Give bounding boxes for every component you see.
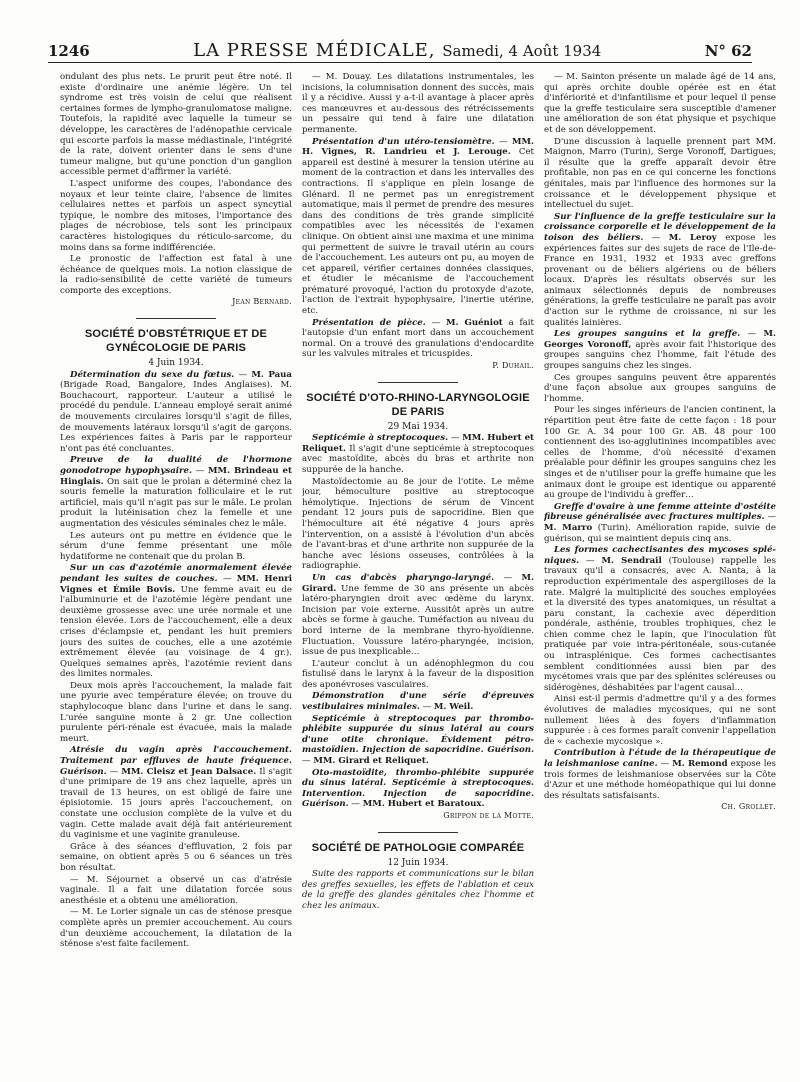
paragraph: ondulant des plus nets. Le prurit peut être noté. Il existe d'ordinaire une anémie légère. Un tel syndrome est très voisin de celui que réalisent certaines formes de lympho-granulomatose maligne. Toutefois, la rapidité avec laquelle la tumeur se développe, les caractères de l'adénopathie cervicale qui escorte parfois la masse médiastinale, l'intégrité de la rate, doivent orienter dans le sens d'une tumeur maligne, but qu'une ponction d'un ganglion accessible permet d'affirmer la variété. (60, 72, 292, 178)
article-author: MM. Hubert et Reliquet. (302, 433, 534, 454)
article-author: M. Weil. (433, 702, 474, 713)
section-heading: SOCIÉTÉ D'OTO-RHINO-LARYNGOLOGIE DE PARIS (306, 391, 530, 418)
divider (378, 832, 458, 833)
article-author: M. Georges Voronoff, (544, 329, 776, 350)
article-author: M. Marro (544, 522, 593, 533)
paragraph: Deux mois après l'accouchement, la malade fait une pyurie avec température élevée; on trouve du staphylocoque blanc dans l'urine et dans le sang. L'urée sanguine monte à 2 gr. Une collection purulente péri-rénale est évacuée, mais la malade meurt. (60, 680, 292, 744)
article-author: M. Remond (672, 759, 728, 769)
article: Septicémie à streptocoques. — MM. Hubert et Reliquet. Il s'agit d'une septicémie à streptocoques avec mastoïdite, abcès du bras et arthrite non suppurée de la hanche. (302, 433, 534, 475)
paragraph: Ainsi est-il permis d'admettre qu'il y a des formes évolutives de maladies mycosiques, qui ne sont nullement liées à des foyers d'inflammation suppurée : à ces formes paraît convenir l'appellation de « cachexie mycosique ». (544, 694, 776, 747)
signature: Ch. Grollet. (721, 802, 776, 812)
paragraph: Ces groupes sanguins peuvent être apparentés d'une façon absolue aux groupes sanguins de l'homme. (544, 372, 776, 404)
article-author: M. Sendrail (601, 555, 662, 566)
section-heading: SOCIÉTÉ D'OBSTÉTRIQUE ET DE GYNÉCOLOGIE DE PARIS (84, 328, 268, 355)
article-author: MM. Brindeau et Hinglais. (60, 466, 292, 487)
article-author: M. Guéniot (445, 317, 503, 328)
article-title: Contribution à l'étude de la thérapeutique de la leishmaniose canine. (544, 748, 776, 769)
signature: Jean Bernard. (232, 297, 292, 307)
page-number: 1246 (48, 42, 90, 60)
article-author: M. Leroy (668, 232, 717, 243)
article-body: après avoir fait l'historique des groupes sanguins chez l'homme, fait l'étude des groupes sanguins chez les singes. (544, 339, 776, 372)
paragraph: L'auteur conclut à un adénophlegmon du cou fistulisé dans le larynx à la faveur de la disposition des aponévroses vasculaires. (302, 658, 534, 690)
article-title: Présentation de pièce. (312, 317, 426, 328)
article-author: MM. Cleisz et Jean Dalsace. (121, 766, 257, 777)
article-title: Oto-mastoïdite, thrombo-phlébite suppurée du sinus latéral. Septicémie à streptocoques. Intervention. Injection de sapocridine. Guérison. (302, 767, 534, 810)
article-body: Une femme avait eu de l'albuminurie et de l'azotémie légère pendant une deuxième grossesse avec une urée normale et une tension élevée. Lors de l'accouchement, elle a deux crises d'éclampsie et, pendant les huit premiers jours des suites de couches, elle a une azotémie extrêmement élevée (au voisinage de 4 gr.). Quelques semaines après, l'azotémie revient dans des limites normales. (60, 584, 292, 680)
article-body: (Brigade Road, Bangalore, Indes Anglaises). M. Bouchacourt, rapporteur. L'auteur a utilisé le procédé du pendule. L'anneau employé serait animé de mouvements circulaires lorsqu'il s'agit de filles, de mouvements latéraux lorsqu'il s'agit de garçons. Les expériences faites à Paris par le rapporteur n'ont pas été concluantes. (60, 380, 292, 454)
article: Septicémie à streptocoques par thrombo-phlébite suppurée du sinus latéral au cours d'une otite chronique. Évidement pétro-mastoïdien. Injection de sapocridine. Guérison. — MM. Girard et Reliquet. (302, 713, 534, 767)
divider (378, 382, 458, 383)
issue-number: N° 62 (704, 42, 752, 60)
paragraph: — M. Le Lorier signale un cas de sténose presque complète après un premier accouchement. Au cours d'un deuxième accouchement, la dilatation de la sténose s'est faite facilement. (60, 907, 292, 950)
article-body: Cet appareil est destiné à mesurer la tension utérine au moment de la contraction et dans les intervalles des contractions. Il s'applique en plein losange de Glénard. Il ne permet pas un enregistrement automatique, mais il permet de prendre des mesures dans des conditions de très grande simplicité compatibles avec les nécessités de l'examen clinique. On obtient ainsi une maxima et une minima qui permettent de suivre le travail utérin au cours de l'accouchement. Les auteurs ont pu, au moyen de cet appareil, vérifier certaines données classiques, et étudier le mécanisme de l'accouchement prématuré provoqué, l'action du protoxyde d'azote, l'action de l'extrait hypophysaire, l'inertie utérine, etc. (302, 147, 534, 317)
article: Présentation d'un utéro-tensiomètre. — MM. H. Vignes, R. Landrieu et J. Lerouge. Cet appareil est destiné à mesurer la tension utérine au moment de la contraction et dans les intervalles des contractions. Il s'applique en plein losange de Glénard. Il ne permet pas un enregistrement automatique, mais il permet de prendre des mesures dans des conditions de très grande simplicité compatibles avec les nécessités de l'examen clinique. On obtient ainsi une maxima et une minima qui permettent de suivre le travail utérin au cours de l'accouchement. Les auteurs ont pu, au moyen de cet appareil, vérifier certaines données classiques, et étudier le mécanisme de l'accouchement prématuré provoqué, l'action du protoxyde d'azote, l'action de l'extrait hypophysaire, l'inertie utérine, etc. (302, 136, 534, 317)
article: Contribution à l'étude de la thérapeutique de la leishmaniose canine. — M. Remond expose les trois formes de leishmaniose observées sur la Côte d'Azur et une méthode homéopathique qui lui donne des résultats satisfaisants. (544, 748, 776, 801)
article: Greffe d'ovaire à une femme atteinte d'ostéite fibreuse généralisée avec fractures multiples. — M. Marro (Turin). Amélioration rapide, suivie de guérison, qui se maintient depuis cinq ans. (544, 501, 776, 544)
article-title: Présentation d'un utéro-tensiomètre. (312, 136, 495, 147)
article-author: MM. Henri Vignes et Émile Bovis. (60, 573, 292, 595)
paragraph: — M. Sainton présente un malade âgé de 14 ans, qui après orchite double opérée est en état d'infériorité et d'infantilisme et pour lequel il pense que la greffe testiculaire sera susceptible d'amener une amélioration de son état physique et psychique et de son développement. (544, 72, 776, 135)
article-title: Greffe d'ovaire à une femme atteinte d'ostéite fibreuse généralisée avec fractures multiples. (544, 501, 776, 523)
article-author: MM. Hubert et Baratoux. (362, 799, 485, 810)
divider (136, 318, 216, 319)
article-body: expose les trois formes de leishmaniose observées sur la Côte d'Azur et une méthode homéopathique qui lui donne des résultats satisfaisants. (544, 759, 776, 801)
article: Oto-mastoïdite, thrombo-phlébite suppurée du sinus latéral. Septicémie à streptocoques. Intervention. Injection de sapocridine. Guérison. — MM. Hubert et Baratoux. (302, 767, 534, 810)
article-author: MM. H. Vignes, R. Landrieu et J. Lerouge. (302, 136, 534, 158)
article-title: Sur un cas d'azotémie anormalement élevée pendant les suites de couches. (60, 563, 292, 584)
paragraph: Les auteurs ont pu mettre en évidence que le sérum d'une femme présentant une môle hydatiforme ne contenait que du prolan B. (60, 530, 292, 562)
signature: Grippon de la Motte. (443, 811, 534, 820)
paragraph: — M. Séjournet a observé un cas d'atrésie vaginale. Il a fait une dilatation forcée sous anesthésie et a obtenu une amélioration. (60, 874, 292, 906)
article: Atrésie du vagin après l'accouchement. Traitement par effluves de haute fréquence. Guérison. — MM. Cleisz et Jean Dalsace. Il s'agit d'une primipare de 19 ans chez laquelle, après un travail de 13 heures, on est obligé de faire une épisiotomie. 15 jours après l'accouchement, on constate une occlusion complète de la vulve et du vagin. Cette malade avait déjà fait antérieurement du vaginisme et une vaginite granuleuse. (60, 745, 292, 841)
article-title: Septicémie à streptocoques par thrombo-phlébite suppurée du sinus latéral au cours d'une otite chronique. Évidement pétro-mastoïdien. Injection de sapocridine. Guérison. (302, 713, 534, 756)
article: Démonstration d'une série d'épreuves vestibulaires minimales. — M. Weil. (302, 691, 534, 713)
article-body: (Turin). Amélioration rapide, suivie de guérison, qui se maintient depuis cinq ans. (544, 522, 776, 544)
article-body: Il s'agit d'une primipare de 19 ans chez laquelle, après un travail de 13 heures, on est obligé de faire une épisiotomie. 15 jours après l'accouchement, on constate une occlusion complète de la vulve et du vagin. Cette malade avait déjà fait antérieurement du vaginisme et une vaginite granuleuse. (60, 766, 292, 841)
article-body: (Toulouse) rappelle les travaux qu'il a consacrés, avec A. Nanta, à la reproduction expérimentale des aspergilloses de la rate. Malgré la multiplicité des souches employées et la diversité des types anatomiques, un résultat a paru constant, la cachexie avec déperdition pondérale, asthénie, troubles trophiques, chez le chien comme chez le lapin, que l'inoculation fût pratiquée par voie intra-péritonéale, sous-cutanée ou intrasplénique. Ces formes cachectisantes semblent conditionnées aussi bien par des mycétomes vrais que par des splénites scléreuses ou sidérogènes, déshabitées par l'agent causal… (544, 555, 776, 693)
article-title: Sur l'influence de la greffe testiculaire sur la croissance corporelle et le développement de la toison des béliers. (544, 211, 776, 243)
article: Un cas d'abcès pharyngo-laryngé. — M. Girard. Une femme de 30 ans présente un abcès latéro-pharyngien droit avec œdème du larynx. Incision par voie externe. Aussitôt après un autre abcès se forme à gauche. Tuméfaction au niveau du bord interne de la membrane thyro-hyoïdienne. Fluctuation. Voussure latéro-pharyngée, incision, issue de pus inexplicable… (302, 572, 534, 658)
paragraph: L'aspect uniforme des coupes, l'abondance des noyaux et leur teinte claire, l'absence de limites cellulaires nettes et parfois un aspect syncytial typique, le nombre des mitoses, l'importance des plages de nécrobiose, tels sont les principaux caractères histologiques du réticulo-sarcome, du moins dans sa forme indifférenciée. (60, 178, 292, 253)
article-body: Une femme de 30 ans présente un abcès latéro-pharyngien droit avec œdème du larynx. Incision par voie externe. Aussitôt après un autre abcès se forme à gauche. Tuméfaction au niveau du bord interne de la membrane thyro-hyoïdienne. Fluctuation. Voussure latéro-pharyngée, incision, issue de pus inexplicable… (302, 583, 534, 658)
paragraph: — M. Douay. Les dilatations instrumentales, les incisions, la columnisation donnent des succès, mais il y a récidive. Aussi y a-t-il avantage à placer après ces manœuvres et au-dessous des rétrécissements un pessaire qui tend à faire une dilatation permanente. (302, 72, 534, 135)
article-author: M. Girard. (302, 572, 534, 594)
paragraph: Grâce à des séances d'effluvation, 2 fois par semaine, on obtient après 5 ou 6 séances un très bon résultat. (60, 841, 292, 873)
signature: P. Duhail. (492, 361, 534, 371)
paragraph: Suite des rapports et communications sur le bilan des greffes sexuelles, les effets de l'ablation et ceux de la greffe des glandes génitales chez l'homme et chez les animaux. (302, 869, 534, 911)
article-title: Les formes cachectisantes des mycoses splé-niques. (544, 545, 776, 566)
article-title: Un cas d'abcès pharyngo-laryngé. (312, 572, 495, 583)
article-body: Il s'agit d'une septicémie à streptocoques avec mastoïdite, abcès du bras et arthrite non suppurée de la hanche. (302, 443, 534, 475)
article-title: Les groupes sanguins et la greffe. (554, 329, 741, 340)
article-title: Détermination du sexe du fœtus. (70, 369, 235, 380)
section-heading: SOCIÉTÉ DE PATHOLOGIE COMPARÉE (311, 841, 525, 854)
section-date: 12 Juin 1934. (387, 857, 449, 868)
paragraph: Pour les singes inférieurs de l'ancien continent, la répartition peut être faite de cette façon : 18 pour 100 Gr. A. 34 pour 100 Gr. AB. 48 pour 100 contiennent des iso-agglutinines incompatibles avec celles de l'homme, d'où nécessité d'examen préalable pour définir les groupes sanguins chez les singes et de n'utiliser pour la greffe humaine que les animaux dont le groupe est identique ou apparenté au groupe de l'individu à greffer… (544, 405, 776, 501)
journal-title (193, 40, 601, 61)
article-title: Septicémie à streptocoques. (312, 433, 449, 444)
article-body: a fait l'autopsie d'un enfant mort dans un accouchement normal. On a trouvé des granulations d'endocardite sur les valvules mitrales et tricuspides. (302, 317, 534, 360)
article: Les formes cachectisantes des mycoses splé-niques. — M. Sendrail (Toulouse) rappelle les travaux qu'il a consacrés, avec A. Nanta, à la reproduction expérimentale des aspergilloses de la rate. Malgré la multiplicité des souches employées et la diversité des types anatomiques, un résultat a paru constant, la cachexie avec déperdition pondérale, asthénie, troubles trophiques, chez le chien comme chez le lapin, que l'inoculation fût pratiquée par voie intra-péritonéale, sous-cutanée ou intrasplénique. Ces formes cachectisantes semblent conditionnées aussi bien par des mycétomes vrais que par des splénites scléreuses ou sidérogènes, déshabitées par l'agent causal… (544, 545, 776, 693)
column-1 (60, 72, 292, 1072)
article: Les groupes sanguins et la greffe. — M. Georges Voronoff, après avoir fait l'historique des groupes sanguins chez l'homme, fait l'étude des groupes sanguins chez les singes. (544, 329, 776, 372)
article-title: Démonstration d'une série d'épreuves vestibulaires minimales. (302, 691, 534, 713)
article-body: On sait que le prolan a déterminé chez la souris femelle la maturation folliculaire et le rut artificiel, mais qu'il n'agit pas sur le mâle. Le prolan produit la lutéinisation chez la femelle et une augmentation des vésicules séminales chez le mâle. (60, 476, 292, 529)
section-date: 29 Mai 1934. (387, 421, 449, 432)
paragraph: D'une discussion à laquelle prennent part MM. Maignon, Marro (Turin), Serge Voronoff, Dartigues, il résulte que la greffe apparaît devoir être profitable, non pas en ce qui concerne les fonctions génitales, mais par l'influence des hormones sur la croissance et le développement physique et intellectuel du sujet. (544, 136, 776, 211)
article-author: M. Paua (251, 369, 292, 380)
article-body: expose les expériences faites sur des sujets de race de l'Ile-de-France en 1931, 1932 et 1933 avec greffons provenant ou de béliers algériens ou de béliers locaux. D'après les résultats observés sur les animaux sélectionnés depuis de nombreuses générations, la greffe testiculaire ne paraît pas avoir d'action sur le rythme de croissance, ni sur les qualités lainières. (544, 232, 776, 328)
section-date: 4 Juin 1934. (148, 358, 204, 369)
article-title: Preuve de la dualité de l'hormone gonodotrope hypophysaire. (60, 455, 292, 476)
article-title: Atrésie du vagin après l'accouchement. Traitement par effluves de haute fréquence. Guérison. (60, 745, 292, 777)
article: Détermination du sexe du fœtus. — M. Paua (Brigade Road, Bangalore, Indes Anglaises). M. Bouchacourt, rapporteur. L'auteur a utilisé le procédé du pendule. L'anneau employé serait animé de mouvements circulaires lorsqu'il s'agit de filles, de mouvements latéraux lorsqu'il s'agit de garçons. Les expériences faites à Paris par le rapporteur n'ont pas été concluantes. (60, 369, 292, 454)
article: Preuve de la dualité de l'hormone gonodotrope hypophysaire. — MM. Brindeau et Hinglais. On sait que le prolan a déterminé chez la souris femelle la maturation folliculaire et le rut artificiel, mais qu'il n'agit pas sur le mâle. Le prolan produit la lutéinisation chez la femelle et une augmentation des vésicules séminales chez le mâle. (60, 455, 292, 529)
issue-date: Samedi, 4 Août 1934 (442, 42, 602, 60)
paragraph: Mastoïdectomie au 8e jour de l'otite. Le même jour, hémoculture positive au streptocoque hémolytique. Injections de sérum de Vincent pendant 12 jours puis de sapocridine. Bien que l'hémoculture ait été négative 4 jours après l'intervention, on a assisté à l'évolution d'un abcès de l'avant-bras et d'une arthrite non suppurée de la hanche avec lésions osseuses, contrôlées à la radiographie. (302, 476, 534, 572)
article: Sur un cas d'azotémie anormalement élevée pendant les suites de couches. — MM. Henri Vignes et Émile Bovis. Une femme avait eu de l'albuminurie et de l'azotémie légère pendant une deuxième grossesse avec une urée normale et une tension élevée. Lors de l'accouchement, elle a deux crises d'éclampsie et, pendant les huit premiers jours des suites de couches, elle a une azotémie extrêmement élevée (au voisinage de 4 gr.). Quelques semaines après, l'azotémie revient dans des limites normales. (60, 563, 292, 680)
article: Sur l'influence de la greffe testiculaire sur la croissance corporelle et le développement de la toison des béliers. — M. Leroy expose les expériences faites sur des sujets de race de l'Ile-de-France en 1931, 1932 et 1933 avec greffons provenant ou de béliers algériens ou de béliers locaux. D'après les résultats observés sur les animaux sélectionnés depuis de nombreuses générations, la greffe testiculaire ne paraît pas avoir d'action sur le rythme de croissance, ni sur les qualités lainières. (544, 211, 776, 328)
page-header (48, 40, 752, 63)
article-author: MM. Girard et Reliquet. (313, 756, 429, 767)
journal-name: LA PRESSE MÉDICALE, (193, 40, 436, 61)
column-3 (544, 72, 776, 1072)
column-2 (302, 72, 534, 1072)
paragraph: Le pronostic de l'affection est fatal à une échéance de quelques mois. La notion classique de la radio-sensibilité de cette variété de tumeurs comporte des exceptions. (60, 254, 292, 296)
article: Présentation de pièce. — M. Guéniot a fait l'autopsie d'un enfant mort dans un accouchement normal. On a trouvé des granulations d'endocardite sur les valvules mitrales et tricuspides. (302, 317, 534, 360)
